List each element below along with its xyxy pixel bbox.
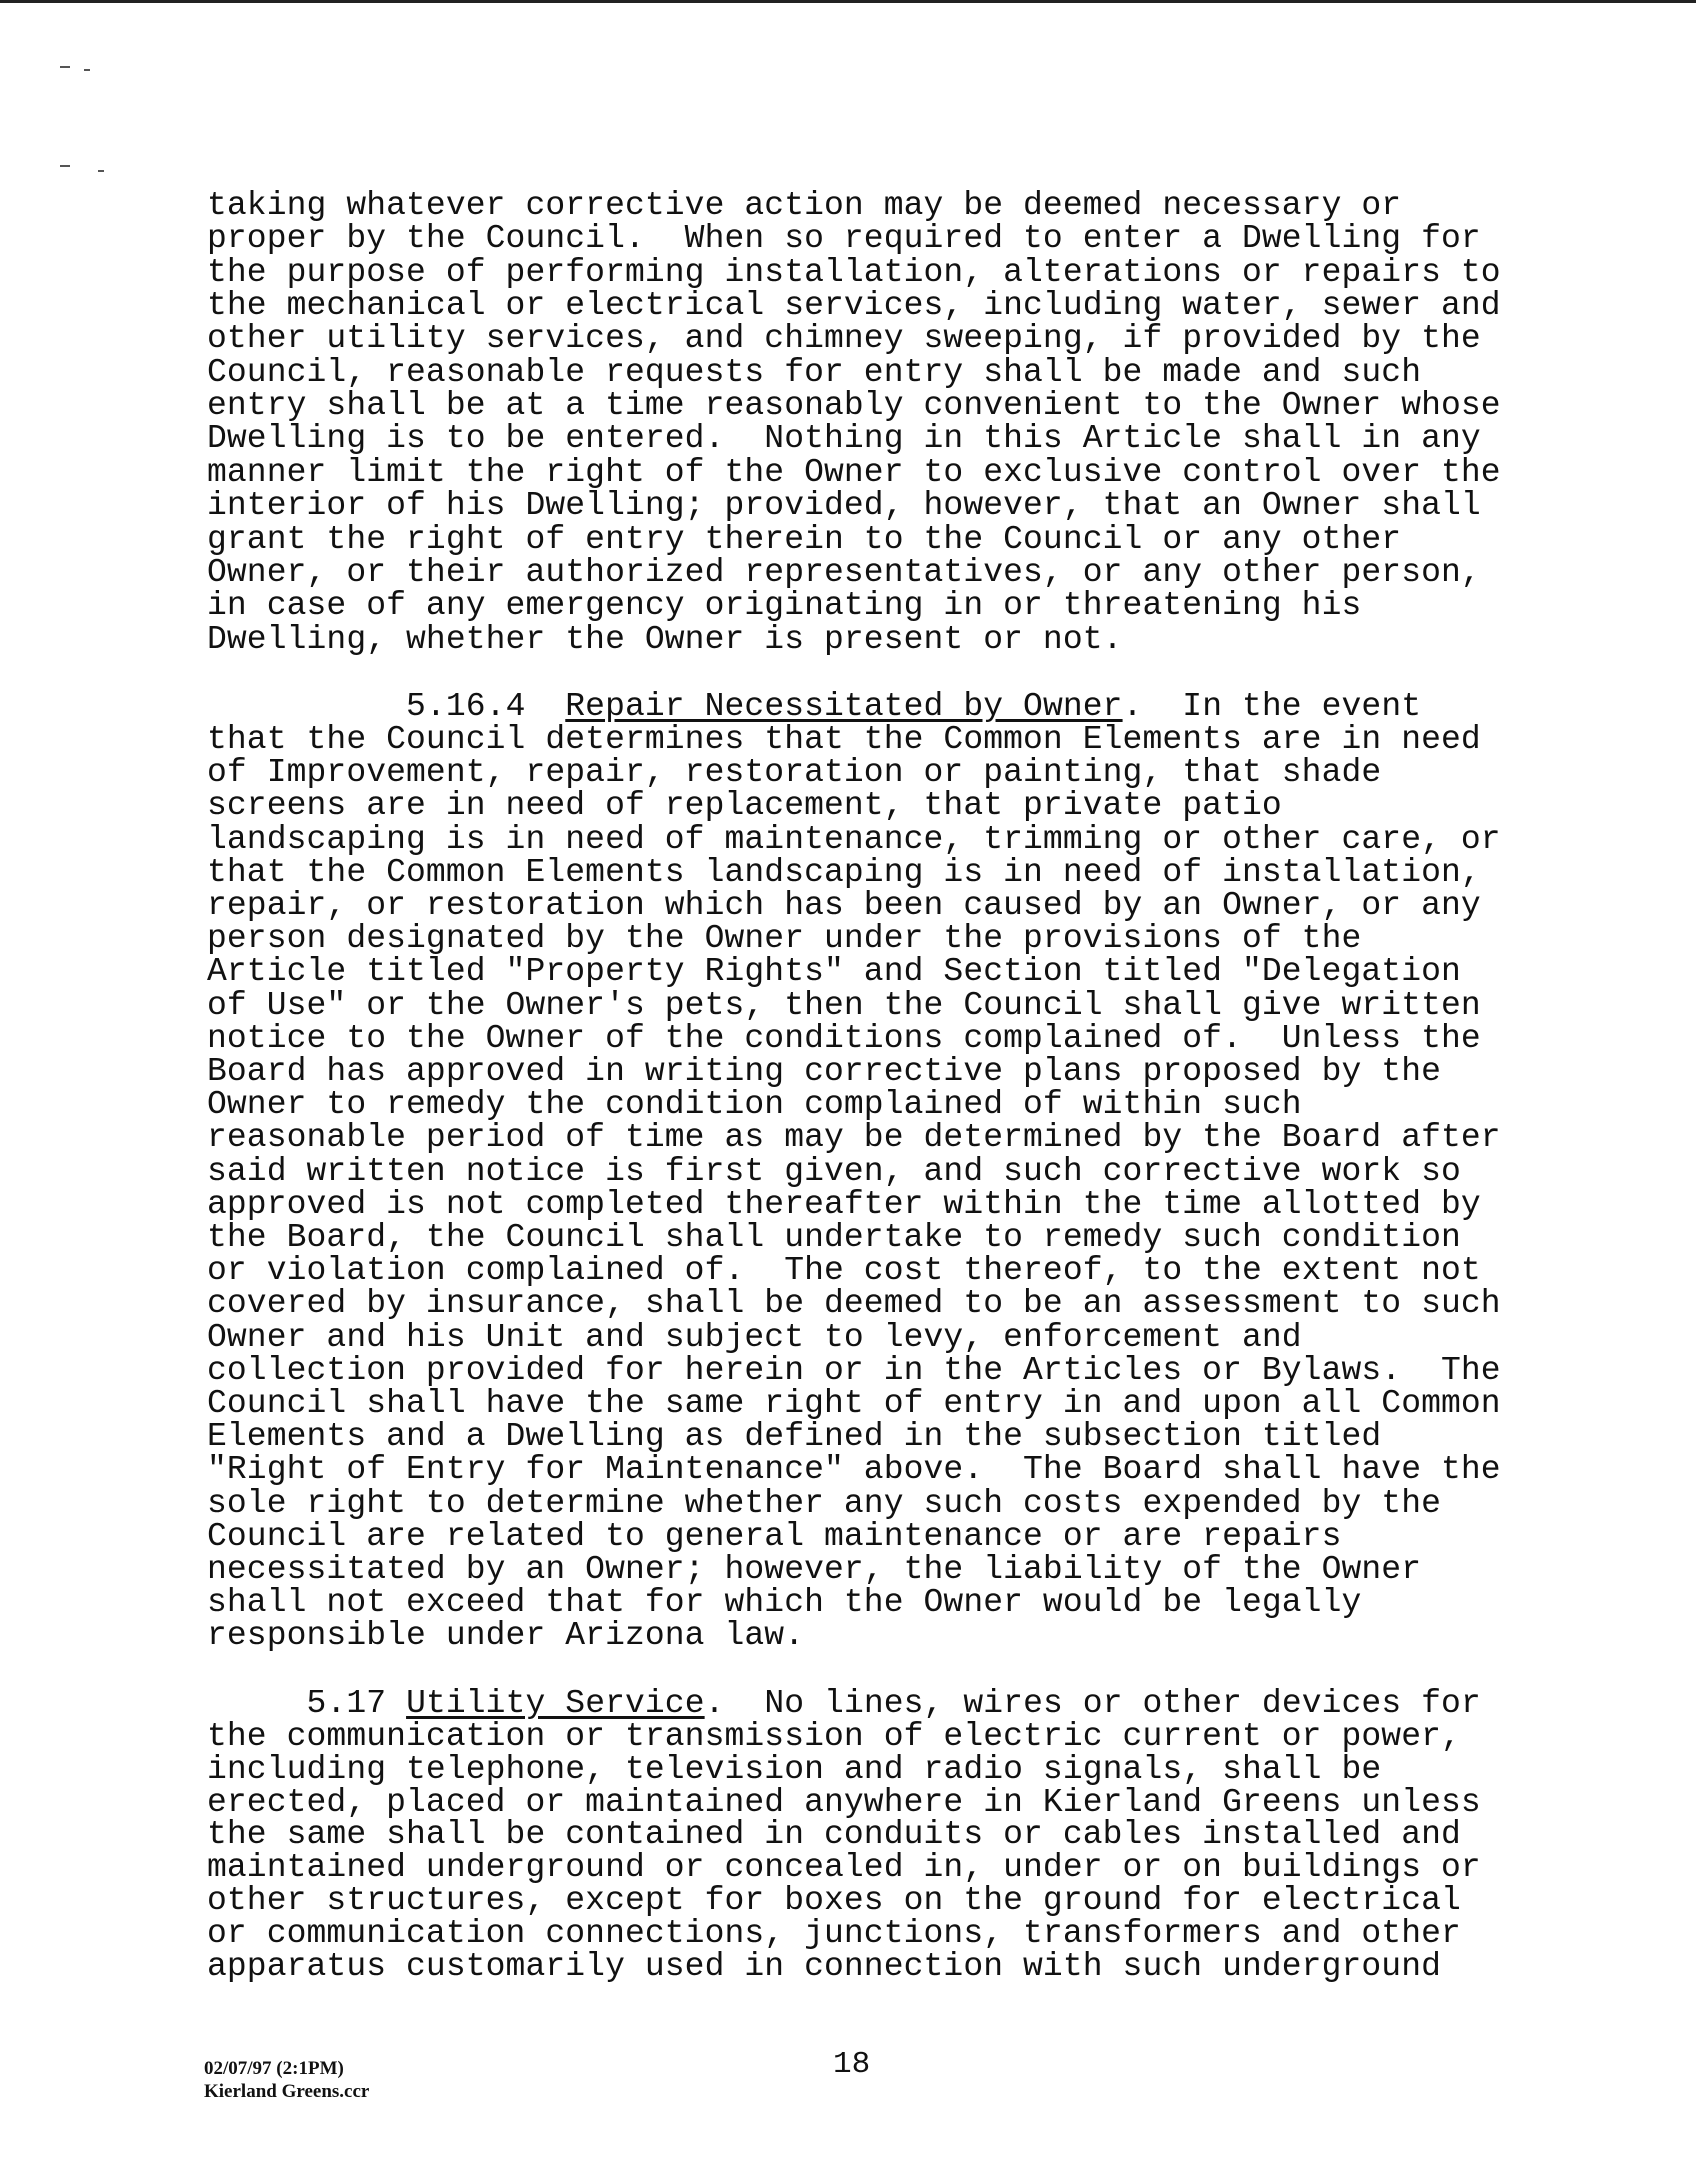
text-line: approved is not completed thereafter within the time allotted by (207, 1185, 1481, 1223)
scan-mark (60, 66, 70, 68)
text-line: the purpose of performing installation, alterations or repairs to (207, 253, 1501, 291)
text-line: shall not exceed that for which the Owner would be legally (207, 1584, 1362, 1622)
text-line: the mechanical or electrical services, including water, sewer and (207, 287, 1501, 325)
text-line: apparatus customarily used in connection with such underground (207, 1947, 1441, 1985)
text-line: screens are in need of replacement, that private patio (207, 787, 1282, 825)
footer-file-info (204, 2057, 369, 2103)
text-line: erected, placed or maintained anywhere in Kierland Greens unless (207, 1783, 1481, 1821)
section-first-line-text: . No lines, wires or other devices for (704, 1685, 1481, 1722)
text-line: that the Council determines that the Common Elements are in need (207, 721, 1481, 758)
page-number: 18 (833, 2047, 871, 2082)
text-line: landscaping is in need of maintenance, trimming or other care, or (207, 820, 1501, 858)
text-line: necessitated by an Owner; however, the liability of the Owner (207, 1551, 1422, 1588)
text-line: of Use" or the Owner's pets, then the Council shall give written (207, 986, 1481, 1024)
text-line: interior of his Dwelling; provided, however, that an Owner shall (207, 487, 1481, 525)
text-line: the same shall be contained in conduits or cables installed and (207, 1816, 1461, 1854)
text-line: repair, or restoration which has been caused by an Owner, or any (207, 887, 1481, 924)
text-line: proper by the Council. When so required to enter a Dwelling for (207, 220, 1481, 258)
text-line: Board has approved in writing corrective plans proposed by the (207, 1053, 1441, 1090)
text-line: Council are related to general maintenance or are repairs (207, 1517, 1342, 1555)
text-line: in case of any emergency originating in or threatening his (207, 587, 1362, 625)
text-line: that the Common Elements landscaping is in need of installation, (207, 853, 1481, 891)
text-line: the Board, the Council shall undertake to remedy such condition (207, 1219, 1461, 1256)
text-line: other utility services, and chimney sweeping, if provided by the (207, 320, 1481, 358)
text-line: taking whatever corrective action may be deemed necessary or (207, 187, 1402, 224)
text-line: Dwelling is to be entered. Nothing in this Article shall in any (207, 420, 1481, 458)
text-line: the communication or transmission of electric current or power, (207, 1718, 1461, 1755)
text-line: responsible under Arizona law. (207, 1617, 805, 1655)
text-line: sole right to determine whether any such costs expended by the (207, 1484, 1441, 1522)
section-number: 5.17 (306, 1685, 387, 1722)
top-border-line (0, 0, 1696, 3)
section-heading: Repair Necessitated by Owner (565, 688, 1123, 725)
text-line: reasonable period of time as may be determined by the Board after (207, 1119, 1501, 1157)
scan-mark (98, 170, 104, 172)
text-line: said written notice is first given, and such corrective work so (207, 1152, 1461, 1190)
text-line: manner limit the right of the Owner to exclusive control over the (207, 453, 1501, 491)
text-line: or communication connections, junctions, transformers and other (207, 1914, 1461, 1952)
footer-filename: Kierland Greens.ccr (204, 2081, 370, 2102)
text-line: covered by insurance, shall be deemed to be an assessment to such (207, 1285, 1501, 1323)
section-heading: Utility Service (406, 1685, 705, 1722)
text-line: Council shall have the same right of entry in and upon all Common (207, 1385, 1501, 1422)
text-line: collection provided for herein or in the Articles or Bylaws. The (207, 1351, 1501, 1389)
text-line: Owner to remedy the condition complained of within such (207, 1086, 1302, 1124)
section-5-17-first-line (207, 1687, 1481, 1720)
text-line: grant the right of entry therein to the Council or any other (207, 520, 1402, 558)
text-line: maintained underground or concealed in, under or on buildings or (207, 1849, 1481, 1887)
footer-date: 02/07/97 (2:1PM) (204, 2058, 344, 2079)
text-line: notice to the Owner of the conditions complained of. Unless the (207, 1019, 1481, 1057)
section-5-16-4-first-line (207, 690, 1421, 723)
scan-mark (60, 165, 70, 167)
text-line: including telephone, television and radio signals, shall be (207, 1750, 1382, 1788)
text-line: Dwelling, whether the Owner is present or not. (207, 620, 1123, 658)
text-line: Article titled "Property Rights" and Section titled "Delegation (207, 953, 1461, 991)
text-line: Council, reasonable requests for entry shall be made and such (207, 353, 1422, 391)
text-line: of Improvement, repair, restoration or painting, that shade (207, 754, 1382, 792)
text-line: or violation complained of. The cost thereof, to the extent not (207, 1252, 1481, 1290)
text-line: entry shall be at a time reasonably convenient to the Owner whose (207, 387, 1501, 425)
text-line: Owner and his Unit and subject to levy, enforcement and (207, 1318, 1302, 1356)
text-line: other structures, except for boxes on the ground for electrical (207, 1882, 1461, 1919)
section-number: 5.16.4 (406, 688, 526, 725)
section-first-line-text: . In the event (1122, 688, 1422, 725)
text-line: Elements and a Dwelling as defined in the subsection titled (207, 1418, 1382, 1456)
text-line: person designated by the Owner under the provisions of the (207, 920, 1362, 958)
text-line: Owner, or their authorized representatives, or any other person, (207, 553, 1481, 591)
scan-mark (84, 69, 90, 71)
text-line: "Right of Entry for Maintenance" above. The Board shall have the (207, 1451, 1501, 1489)
